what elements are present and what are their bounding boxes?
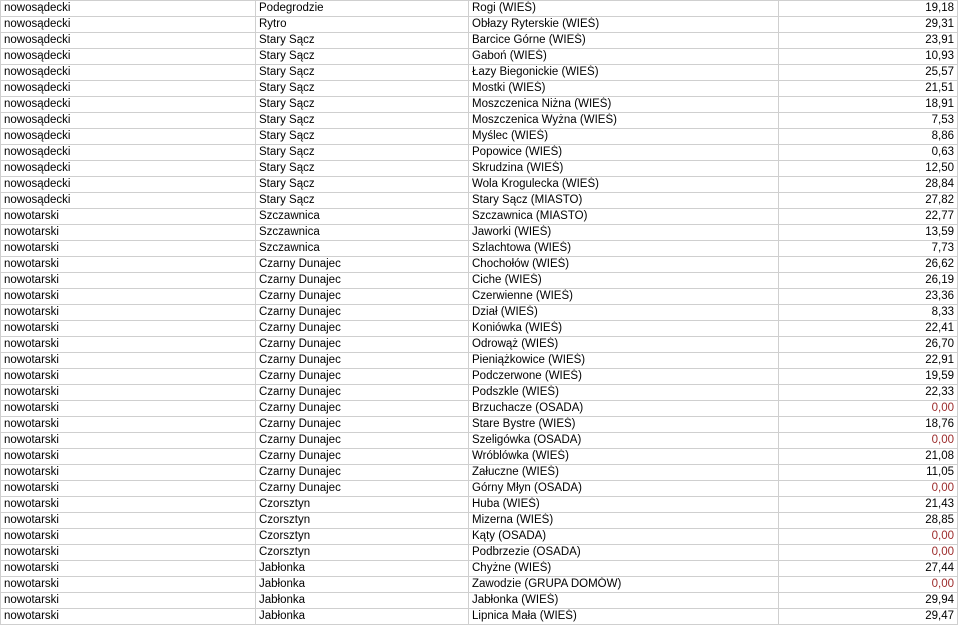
cell-gmina[interactable]: Czarny Dunajec	[256, 369, 469, 385]
cell-gmina[interactable]: Rytro	[256, 17, 469, 33]
table-row	[1, 497, 958, 513]
cell-gmina[interactable]: Stary Sącz	[256, 49, 469, 65]
cell-county[interactable]: nowotarski	[1, 401, 256, 417]
cell-value[interactable]: 19,59	[779, 369, 958, 385]
cell-value[interactable]: 0,00	[779, 529, 958, 545]
cell-county[interactable]: nowosądecki	[1, 49, 256, 65]
cell-gmina[interactable]: Czarny Dunajec	[256, 273, 469, 289]
cell-value[interactable]: 29,47	[779, 609, 958, 625]
table-row	[1, 241, 958, 257]
cell-locality[interactable]: Stare Bystre (WIEŚ)	[469, 417, 779, 433]
cell-locality[interactable]: Czerwienne (WIEŚ)	[469, 289, 779, 305]
cell-value[interactable]: 7,73	[779, 241, 958, 257]
table-row	[1, 465, 958, 481]
cell-county[interactable]: nowosądecki	[1, 177, 256, 193]
cell-value[interactable]: 18,76	[779, 417, 958, 433]
cell-value[interactable]: 28,84	[779, 177, 958, 193]
table-row	[1, 577, 958, 593]
cell-county[interactable]: nowotarski	[1, 497, 256, 513]
cell-locality[interactable]: Szeligówka (OSADA)	[469, 433, 779, 449]
cell-locality[interactable]: Łazy Biegonickie (WIEŚ)	[469, 65, 779, 81]
table-row	[1, 145, 958, 161]
cell-value[interactable]: 25,57	[779, 65, 958, 81]
cell-county[interactable]: nowotarski	[1, 225, 256, 241]
cell-gmina[interactable]: Jabłonka	[256, 577, 469, 593]
table-row	[1, 209, 958, 225]
cell-locality[interactable]: Skrudzina (WIEŚ)	[469, 161, 779, 177]
cell-county[interactable]: nowotarski	[1, 209, 256, 225]
cell-gmina[interactable]: Czarny Dunajec	[256, 321, 469, 337]
cell-county[interactable]: nowotarski	[1, 545, 256, 561]
cell-gmina[interactable]: Czarny Dunajec	[256, 353, 469, 369]
cell-gmina[interactable]: Czorsztyn	[256, 497, 469, 513]
cell-locality[interactable]: Barcice Górne (WIEŚ)	[469, 33, 779, 49]
cell-locality[interactable]: Moszczenica Niżna (WIEŚ)	[469, 97, 779, 113]
table-row	[1, 273, 958, 289]
cell-value[interactable]: 0,00	[779, 481, 958, 497]
cell-locality[interactable]: Górny Młyn (OSADA)	[469, 481, 779, 497]
cell-locality[interactable]: Chochołów (WIEŚ)	[469, 257, 779, 273]
cell-county[interactable]: nowotarski	[1, 353, 256, 369]
cell-locality[interactable]: Wróblówka (WIEŚ)	[469, 449, 779, 465]
cell-county[interactable]: nowosądecki	[1, 33, 256, 49]
cell-gmina[interactable]: Czarny Dunajec	[256, 401, 469, 417]
cell-county[interactable]: nowosądecki	[1, 81, 256, 97]
cell-locality[interactable]: Podszkle (WIEŚ)	[469, 385, 779, 401]
cell-locality[interactable]: Jabłonka (WIEŚ)	[469, 593, 779, 609]
cell-value[interactable]: 21,08	[779, 449, 958, 465]
cell-locality[interactable]: Załuczne (WIEŚ)	[469, 465, 779, 481]
cell-value[interactable]: 26,70	[779, 337, 958, 353]
cell-gmina[interactable]: Czarny Dunajec	[256, 465, 469, 481]
cell-county[interactable]: nowotarski	[1, 465, 256, 481]
cell-county[interactable]: nowotarski	[1, 561, 256, 577]
cell-value[interactable]: 21,51	[779, 81, 958, 97]
cell-locality[interactable]: Dział (WIEŚ)	[469, 305, 779, 321]
table-body	[1, 1, 958, 625]
cell-value[interactable]: 22,41	[779, 321, 958, 337]
cell-value[interactable]: 29,31	[779, 17, 958, 33]
cell-gmina[interactable]: Stary Sącz	[256, 33, 469, 49]
cell-gmina[interactable]: Czorsztyn	[256, 545, 469, 561]
cell-county[interactable]: nowotarski	[1, 481, 256, 497]
table-row	[1, 593, 958, 609]
cell-value[interactable]: 29,94	[779, 593, 958, 609]
table-row	[1, 609, 958, 625]
cell-county[interactable]: nowotarski	[1, 529, 256, 545]
cell-gmina[interactable]: Stary Sącz	[256, 193, 469, 209]
table-row	[1, 513, 958, 529]
table-row	[1, 449, 958, 465]
cell-county[interactable]: nowotarski	[1, 257, 256, 273]
cell-county[interactable]: nowotarski	[1, 449, 256, 465]
cell-gmina[interactable]: Czarny Dunajec	[256, 305, 469, 321]
cell-value[interactable]: 8,33	[779, 305, 958, 321]
cell-locality[interactable]: Lipnica Mała (WIEŚ)	[469, 609, 779, 625]
table-row	[1, 33, 958, 49]
cell-gmina[interactable]: Czorsztyn	[256, 513, 469, 529]
cell-locality[interactable]: Rogi (WIEŚ)	[469, 1, 779, 17]
table-row	[1, 1, 958, 17]
cell-county[interactable]: nowotarski	[1, 513, 256, 529]
cell-value[interactable]: 21,43	[779, 497, 958, 513]
cell-locality[interactable]: Gaboń (WIEŚ)	[469, 49, 779, 65]
cell-gmina[interactable]: Czarny Dunajec	[256, 257, 469, 273]
cell-gmina[interactable]: Stary Sącz	[256, 97, 469, 113]
cell-county[interactable]: nowotarski	[1, 385, 256, 401]
table-row	[1, 257, 958, 273]
cell-county[interactable]: nowotarski	[1, 369, 256, 385]
table-row	[1, 177, 958, 193]
cell-county[interactable]: nowotarski	[1, 577, 256, 593]
table-row	[1, 369, 958, 385]
cell-gmina[interactable]: Czarny Dunajec	[256, 433, 469, 449]
cell-county[interactable]: nowotarski	[1, 593, 256, 609]
cell-value[interactable]: 0,00	[779, 545, 958, 561]
cell-locality[interactable]: Pieniążkowice (WIEŚ)	[469, 353, 779, 369]
cell-locality[interactable]: Odrowąż (WIEŚ)	[469, 337, 779, 353]
cell-county[interactable]: nowotarski	[1, 321, 256, 337]
cell-gmina[interactable]: Stary Sącz	[256, 145, 469, 161]
cell-value[interactable]: 22,91	[779, 353, 958, 369]
cell-value[interactable]: 11,05	[779, 465, 958, 481]
cell-locality[interactable]: Kąty (OSADA)	[469, 529, 779, 545]
cell-gmina[interactable]: Jabłonka	[256, 609, 469, 625]
table-row	[1, 225, 958, 241]
table-row	[1, 385, 958, 401]
cell-county[interactable]: nowotarski	[1, 433, 256, 449]
cell-locality[interactable]: Stary Sącz (MIASTO)	[469, 193, 779, 209]
table-row	[1, 113, 958, 129]
table-row	[1, 129, 958, 145]
table-row	[1, 81, 958, 97]
cell-locality[interactable]: Wola Krogulecka (WIEŚ)	[469, 177, 779, 193]
cell-value[interactable]: 0,00	[779, 577, 958, 593]
cell-county[interactable]: nowosądecki	[1, 1, 256, 17]
cell-locality[interactable]: Chyżne (WIEŚ)	[469, 561, 779, 577]
cell-value[interactable]: 13,59	[779, 225, 958, 241]
cell-gmina[interactable]: Stary Sącz	[256, 81, 469, 97]
cell-gmina[interactable]: Stary Sącz	[256, 177, 469, 193]
table-row	[1, 65, 958, 81]
cell-county[interactable]: nowosądecki	[1, 145, 256, 161]
table-row	[1, 17, 958, 33]
cell-value[interactable]: 28,85	[779, 513, 958, 529]
cell-value[interactable]: 23,91	[779, 33, 958, 49]
cell-value[interactable]: 0,00	[779, 433, 958, 449]
cell-locality[interactable]: Koniówka (WIEŚ)	[469, 321, 779, 337]
cell-value[interactable]: 26,19	[779, 273, 958, 289]
cell-county[interactable]: nowosądecki	[1, 161, 256, 177]
table-row	[1, 561, 958, 577]
cell-locality[interactable]: Mostki (WIEŚ)	[469, 81, 779, 97]
cell-value[interactable]: 27,44	[779, 561, 958, 577]
table-row	[1, 481, 958, 497]
cell-gmina[interactable]: Czarny Dunajec	[256, 337, 469, 353]
cell-county[interactable]: nowosądecki	[1, 193, 256, 209]
table-row	[1, 529, 958, 545]
cell-locality[interactable]: Zawodzie (GRUPA DOMÓW)	[469, 577, 779, 593]
cell-locality[interactable]: Obłazy Ryterskie (WIEŚ)	[469, 17, 779, 33]
cell-value[interactable]: 0,63	[779, 145, 958, 161]
table-row	[1, 433, 958, 449]
cell-value[interactable]: 23,36	[779, 289, 958, 305]
table-row	[1, 545, 958, 561]
cell-county[interactable]: nowotarski	[1, 337, 256, 353]
cell-locality[interactable]: Jaworki (WIEŚ)	[469, 225, 779, 241]
table-row	[1, 337, 958, 353]
cell-locality[interactable]: Mizerna (WIEŚ)	[469, 513, 779, 529]
cell-gmina[interactable]: Szczawnica	[256, 225, 469, 241]
table-row	[1, 97, 958, 113]
cell-locality[interactable]: Szlachtowa (WIEŚ)	[469, 241, 779, 257]
cell-gmina[interactable]: Jabłonka	[256, 561, 469, 577]
table-row	[1, 289, 958, 305]
cell-locality[interactable]: Brzuchacze (OSADA)	[469, 401, 779, 417]
cell-locality[interactable]: Moszczenica Wyżna (WIEŚ)	[469, 113, 779, 129]
cell-value[interactable]: 8,86	[779, 129, 958, 145]
cell-value[interactable]: 12,50	[779, 161, 958, 177]
cell-gmina[interactable]: Czarny Dunajec	[256, 417, 469, 433]
table-row	[1, 49, 958, 65]
table-row	[1, 401, 958, 417]
cell-locality[interactable]: Podbrzezie (OSADA)	[469, 545, 779, 561]
cell-locality[interactable]: Myślec (WIEŚ)	[469, 129, 779, 145]
cell-gmina[interactable]: Podegrodzie	[256, 1, 469, 17]
cell-value[interactable]: 27,82	[779, 193, 958, 209]
cell-county[interactable]: nowosądecki	[1, 129, 256, 145]
cell-county[interactable]: nowosądecki	[1, 97, 256, 113]
cell-locality[interactable]: Szczawnica (MIASTO)	[469, 209, 779, 225]
cell-value[interactable]: 19,18	[779, 1, 958, 17]
cell-value[interactable]: 7,53	[779, 113, 958, 129]
cell-county[interactable]: nowotarski	[1, 273, 256, 289]
cell-value[interactable]: 22,77	[779, 209, 958, 225]
cell-county[interactable]: nowosądecki	[1, 65, 256, 81]
cell-value[interactable]: 0,00	[779, 401, 958, 417]
cell-gmina[interactable]: Szczawnica	[256, 209, 469, 225]
cell-value[interactable]: 10,93	[779, 49, 958, 65]
cell-county[interactable]: nowosądecki	[1, 113, 256, 129]
cell-gmina[interactable]: Czarny Dunajec	[256, 481, 469, 497]
cell-value[interactable]: 22,33	[779, 385, 958, 401]
cell-value[interactable]: 18,91	[779, 97, 958, 113]
table-row	[1, 305, 958, 321]
cell-county[interactable]: nowotarski	[1, 417, 256, 433]
cell-gmina[interactable]: Stary Sącz	[256, 129, 469, 145]
cell-county[interactable]: nowotarski	[1, 289, 256, 305]
cell-gmina[interactable]: Stary Sącz	[256, 161, 469, 177]
table-row	[1, 193, 958, 209]
table-row	[1, 353, 958, 369]
cell-value[interactable]: 26,62	[779, 257, 958, 273]
cell-locality[interactable]: Huba (WIEŚ)	[469, 497, 779, 513]
cell-gmina[interactable]: Jabłonka	[256, 593, 469, 609]
cell-gmina[interactable]: Czarny Dunajec	[256, 289, 469, 305]
cell-county[interactable]: nowotarski	[1, 305, 256, 321]
cell-gmina[interactable]: Szczawnica	[256, 241, 469, 257]
cell-county[interactable]: nowosądecki	[1, 17, 256, 33]
cell-locality[interactable]: Podczerwone (WIEŚ)	[469, 369, 779, 385]
table-row	[1, 161, 958, 177]
table-row	[1, 321, 958, 337]
table-row	[1, 417, 958, 433]
cell-county[interactable]: nowotarski	[1, 241, 256, 257]
cell-gmina[interactable]: Stary Sącz	[256, 65, 469, 81]
cell-locality[interactable]: Ciche (WIEŚ)	[469, 273, 779, 289]
cell-gmina[interactable]: Czarny Dunajec	[256, 449, 469, 465]
cell-gmina[interactable]: Czarny Dunajec	[256, 385, 469, 401]
cell-gmina[interactable]: Czorsztyn	[256, 529, 469, 545]
cell-county[interactable]: nowotarski	[1, 609, 256, 625]
cell-gmina[interactable]: Stary Sącz	[256, 113, 469, 129]
cell-locality[interactable]: Popowice (WIEŚ)	[469, 145, 779, 161]
